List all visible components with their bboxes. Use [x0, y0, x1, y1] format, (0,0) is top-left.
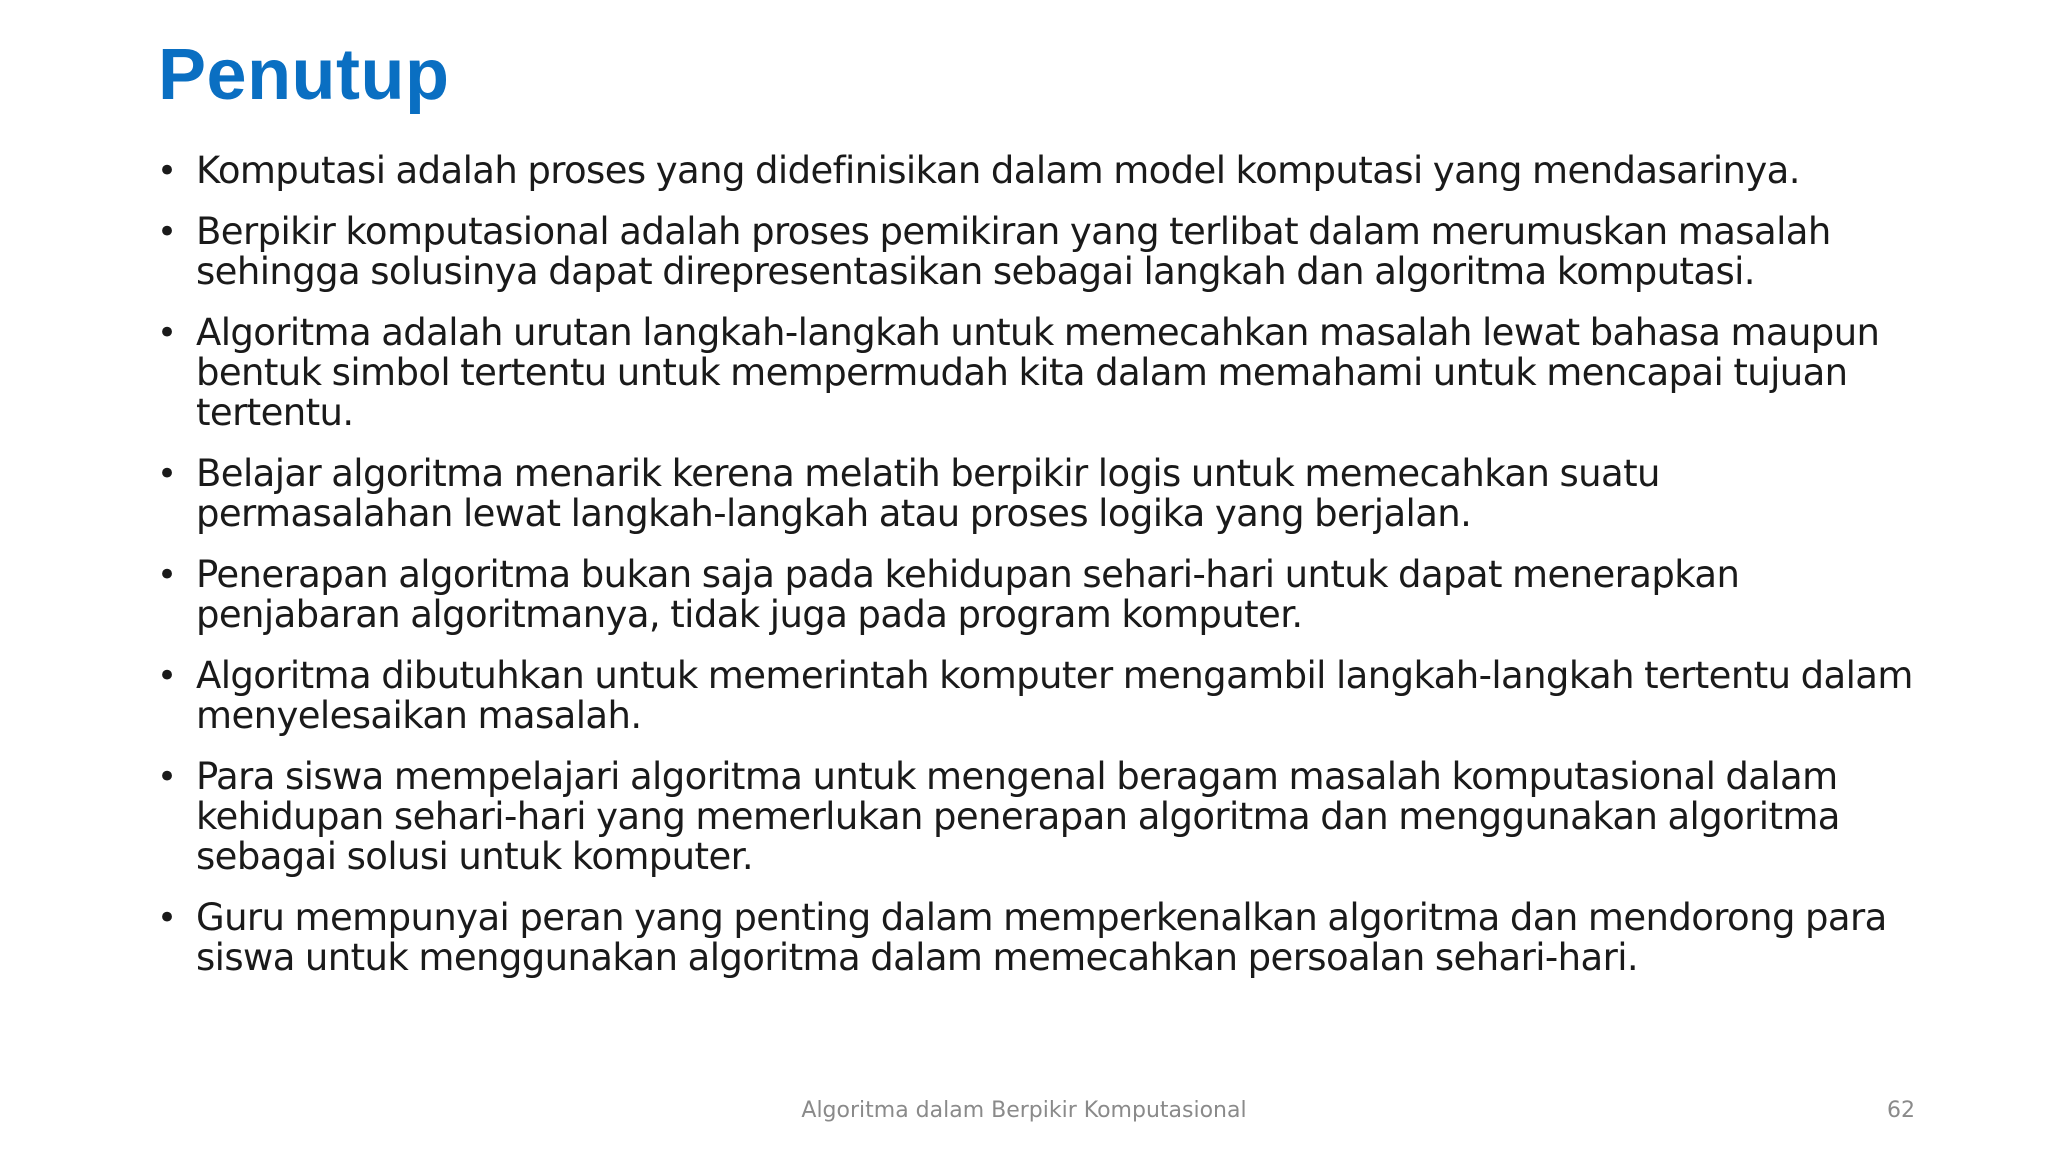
bullet-text: Komputasi adalah proses yang didefinisikan dalam model komputasi yang mendasarinya.	[196, 149, 1800, 192]
bullet-item	[154, 454, 1914, 534]
bullet-item	[154, 757, 1914, 877]
bullet-text: Guru mempunyai peran yang penting dalam memperkenalkan algoritma dan mendorong para siswa untuk menggunakan algoritma dalam memecahkan persoalan sehari-hari.	[196, 896, 1887, 979]
bullet-dot-icon: •	[157, 555, 177, 595]
bullet-dot-icon: •	[157, 151, 177, 191]
bullet-text: Penerapan algoritma bukan saja pada kehidupan sehari-hari untuk dapat menerapkan penjabaran algoritmanya, tidak juga pada program komputer.	[196, 553, 1740, 636]
bullet-item	[154, 898, 1914, 978]
bullet-text: Belajar algoritma menarik kerena melatih berpikir logis untuk memecahkan suatu permasalahan lewat langkah-langkah atau proses logika yang berjalan.	[196, 452, 1660, 535]
slide-title: Penutup	[158, 35, 450, 115]
bullet-list	[154, 151, 1914, 999]
bullet-item	[154, 151, 1914, 191]
bullet-item	[154, 313, 1914, 433]
bullet-dot-icon: •	[157, 656, 177, 696]
bullet-text: Algoritma dibutuhkan untuk memerintah komputer mengambil langkah-langkah tertentu dalam menyelesaikan masalah.	[196, 654, 1913, 737]
bullet-dot-icon: •	[157, 313, 177, 353]
bullet-text: Algoritma adalah urutan langkah-langkah untuk memecahkan masalah lewat bahasa maupun bentuk simbol tertentu untuk mempermudah kita dalam memahami untuk mencapai tujuan tertentu.	[196, 311, 1880, 434]
bullet-item	[154, 656, 1914, 736]
bullet-dot-icon: •	[157, 454, 177, 494]
bullet-text: Para siswa mempelajari algoritma untuk mengenal beragam masalah komputasional dalam kehidupan sehari-hari yang memerlukan penerapan algoritma dan menggunakan algoritma sebagai solusi untuk komputer.	[196, 755, 1840, 878]
slide-footer: Algoritma dalam Berpikir Komputasional	[801, 1098, 1247, 1123]
page-number: 62	[1887, 1098, 1915, 1123]
bullet-item	[154, 212, 1914, 292]
bullet-dot-icon: •	[157, 212, 177, 252]
bullet-dot-icon: •	[157, 898, 177, 938]
bullet-dot-icon: •	[157, 757, 177, 797]
bullet-item	[154, 555, 1914, 635]
bullet-text: Berpikir komputasional adalah proses pemikiran yang terlibat dalam merumuskan masalah sehingga solusinya dapat direpresentasikan sebagai langkah dan algoritma komputasi.	[196, 210, 1831, 293]
